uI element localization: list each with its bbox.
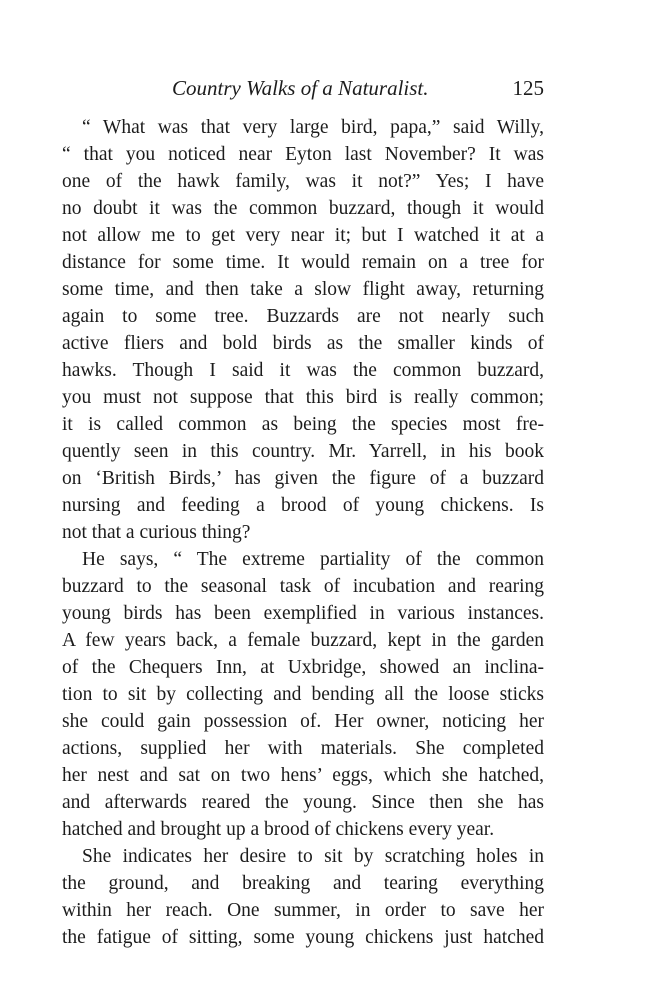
text-line: actions, supplied her with materials. She completed (62, 738, 544, 759)
text-line: young birds has been exemplified in various instances. (62, 603, 544, 624)
text-line: within her reach. One summer, in order to save her (62, 900, 544, 921)
text-line: active fliers and bold birds as the smaller kinds of (62, 333, 544, 354)
text-line: she could gain possession of. Her owner, noticing her (62, 711, 544, 732)
text-line: the fatigue of sitting, some young chickens just hatched (62, 927, 544, 948)
paragraph (62, 546, 544, 843)
text-line: hawks. Though I said it was the common buzzard, (62, 360, 544, 381)
text-line: the ground, and breaking and tearing everything (62, 873, 544, 894)
text-line: distance for some time. It would remain on a tree for (62, 252, 544, 273)
text-line: She indicates her desire to sit by scratching holes in (82, 846, 544, 867)
text-line: “ that you noticed near Eyton last November? It was (62, 144, 544, 165)
paragraph (62, 114, 544, 546)
page-number: 125 (512, 76, 544, 100)
text-line: buzzard to the seasonal task of incubation and rearing (62, 576, 544, 597)
text-line: you must not suppose that this bird is really common; (62, 387, 544, 408)
text-line: quently seen in this country. Mr. Yarrell, in his book (62, 441, 544, 462)
running-title: Country Walks of a Naturalist. (172, 76, 429, 100)
text-line: it is called common as being the species most fre- (62, 414, 544, 435)
text-line: no doubt it was the common buzzard, though it would (62, 198, 544, 219)
text-line: He says, “ The extreme partiality of the common (82, 549, 544, 570)
text-line: not that a curious thing? (62, 522, 251, 543)
text-line: on ‘British Birds,’ has given the figure of a buzzard (62, 468, 544, 489)
text-line: “ What was that very large bird, papa,” said Willy, (82, 117, 544, 138)
text-line: nursing and feeding a brood of young chickens. Is (62, 495, 544, 516)
text-line: tion to sit by collecting and bending all the loose sticks (62, 684, 544, 705)
page-header (150, 76, 544, 104)
text-line: some time, and then take a slow flight away, returning (62, 279, 544, 300)
text-line: A few years back, a female buzzard, kept in the garden (62, 630, 544, 651)
text-line: and afterwards reared the young. Since then she has (62, 792, 544, 813)
text-line: of the Chequers Inn, at Uxbridge, showed an inclina- (62, 657, 544, 678)
text-line: again to some tree. Buzzards are not nearly such (62, 306, 544, 327)
text-line: hatched and brought up a brood of chickens every year. (62, 819, 495, 840)
paragraph (62, 843, 544, 951)
body-text (62, 114, 544, 951)
text-line: not allow me to get very near it; but I watched it at a (62, 225, 544, 246)
text-line: one of the hawk family, was it not?” Yes; I have (62, 171, 544, 192)
text-line: her nest and sat on two hens’ eggs, which she hatched, (62, 765, 544, 786)
